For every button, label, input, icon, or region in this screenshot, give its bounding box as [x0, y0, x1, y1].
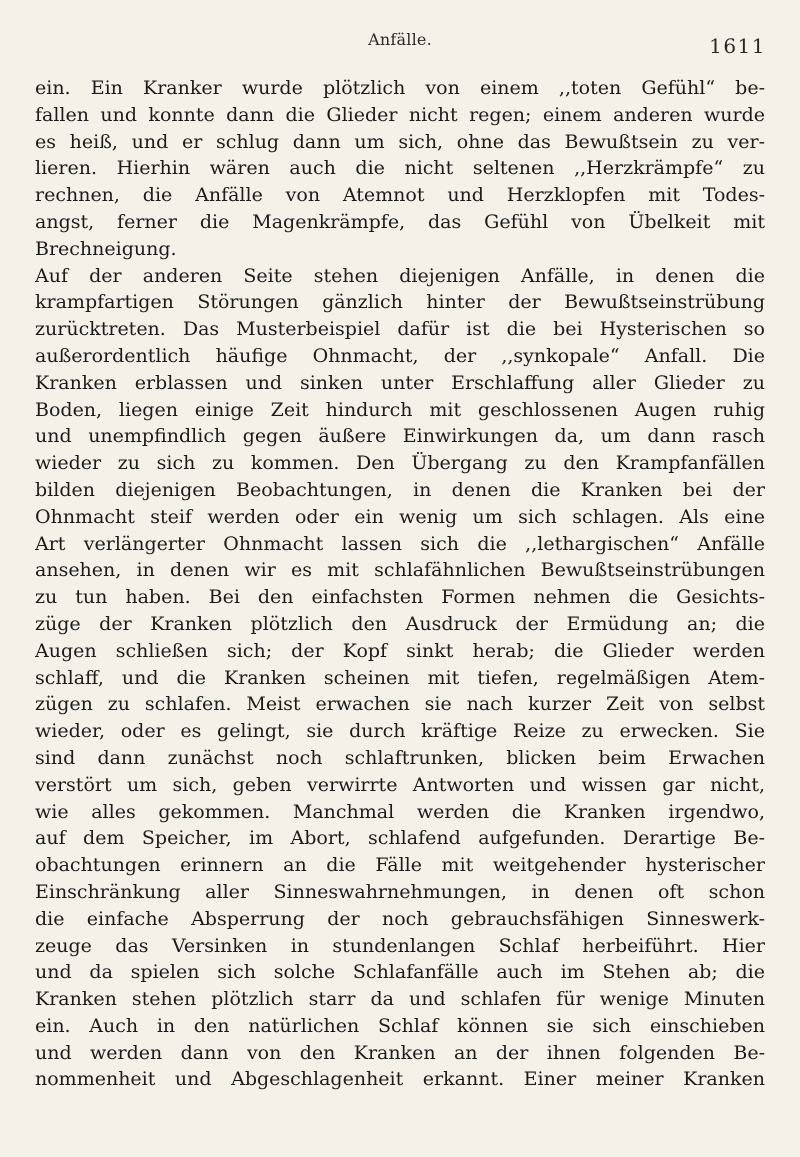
text-line: zu tun haben. Bei den einfachsten Formen nehmen die Gesichts- [35, 586, 765, 609]
text-line: bilden diejenigen Beobachtungen, in denen die Kranken bei der [35, 478, 765, 501]
text-line: nommenheit und Abgeschlagenheit erkannt. Einer meiner Kranken [35, 1068, 765, 1091]
text-line: verstört um sich, geben verwirrte Antworten und wissen gar nicht, [35, 773, 765, 796]
text-line: ansehen, in denen wir es mit schlafähnlichen Bewußtseinstrübungen [35, 559, 765, 582]
text-line: Einschränkung aller Sinneswahrnehmungen, in denen oft schon [35, 880, 765, 903]
text-line: Kranken erblassen und sinken unter Erschlaffung aller Glieder zu [35, 371, 765, 394]
text-line: angst, ferner die Magenkrämpfe, das Gefühl von Übelkeit mit [35, 210, 765, 233]
text-line: es heiß, und er schlug dann um sich, ohne das Bewußtsein zu ver- [35, 130, 765, 153]
text-line: züge der Kranken plötzlich den Ausdruck der Ermüdung an; die [35, 612, 765, 635]
text-line: außerordentlich häufige Ohnmacht, der ,,synkopale“ Anfall. Die [35, 344, 765, 367]
text-line: Kranken stehen plötzlich starr da und schlafen für wenige Minuten [35, 988, 765, 1011]
text-line: ein. Auch in den natürlichen Schlaf können sie sich einschieben [35, 1014, 765, 1037]
text-line: Brechneigung. [35, 237, 177, 260]
text-line: wieder zu sich zu kommen. Den Übergang zu den Krampfanfällen [35, 452, 765, 475]
text-line: wie alles gekommen. Manchmal werden die Kranken irgendwo, [35, 800, 765, 823]
text-line: Augen schließen sich; der Kopf sinkt herab; die Glieder werden [35, 639, 765, 662]
body-text [35, 75, 765, 1093]
text-line: Art verlängerter Ohnmacht lassen sich die ,,lethargischen“ Anfälle [35, 532, 765, 555]
running-title: Anfälle. [368, 30, 432, 49]
text-line: zügen zu schlafen. Meist erwachen sie nach kurzer Zeit von selbst [35, 693, 765, 716]
text-line: die einfache Absperrung der noch gebrauchsfähigen Sinneswerk- [35, 907, 765, 930]
text-line: zurücktreten. Das Musterbeispiel dafür ist die bei Hysterischen so [35, 318, 765, 341]
text-line: Auf der anderen Seite stehen diejenigen Anfälle, in denen die [35, 264, 765, 287]
text-line: rechnen, die Anfälle von Atemnot und Herzklopfen mit Todes- [35, 184, 765, 207]
text-line: zeuge das Versinken in stundenlangen Schlaf herbeiführt. Hier [35, 934, 765, 957]
text-line: auf dem Speicher, im Abort, schlafend aufgefunden. Derartige Be- [35, 827, 765, 850]
text-line: Ohnmacht steif werden oder ein wenig um sich schlagen. Als eine [35, 505, 765, 528]
text-line: obachtungen erinnern an die Fälle mit weitgehender hysterischer [35, 854, 765, 877]
text-line: Boden, liegen einige Zeit hindurch mit geschlossenen Augen ruhig [35, 398, 765, 421]
text-line: lieren. Hierhin wären auch die nicht seltenen ,,Herzkrämpfe“ zu [35, 157, 765, 180]
text-line: krampfartigen Störungen gänzlich hinter der Bewußtseinstrübung [35, 291, 765, 314]
page-number: 1611 [709, 34, 766, 58]
text-line: sind dann zunächst noch schlaftrunken, blicken beim Erwachen [35, 746, 765, 769]
text-line: schlaff, und die Kranken scheinen mit tiefen, regelmäßigen Atem- [35, 666, 765, 689]
text-line: und da spielen sich solche Schlafanfälle auch im Stehen ab; die [35, 961, 765, 984]
text-line: fallen und konnte dann die Glieder nicht regen; einem anderen wurde [35, 103, 765, 126]
text-line: ein. Ein Kranker wurde plötzlich von einem ,,toten Gefühl“ be- [35, 77, 765, 99]
text-line: und werden dann von den Kranken an der ihnen folgenden Be- [35, 1041, 765, 1064]
text-line: wieder, oder es gelingt, sie durch kräftige Reize zu erwecken. Sie [35, 720, 765, 743]
text-line: und unempfindlich gegen äußere Einwirkungen da, um dann rasch [35, 425, 765, 448]
